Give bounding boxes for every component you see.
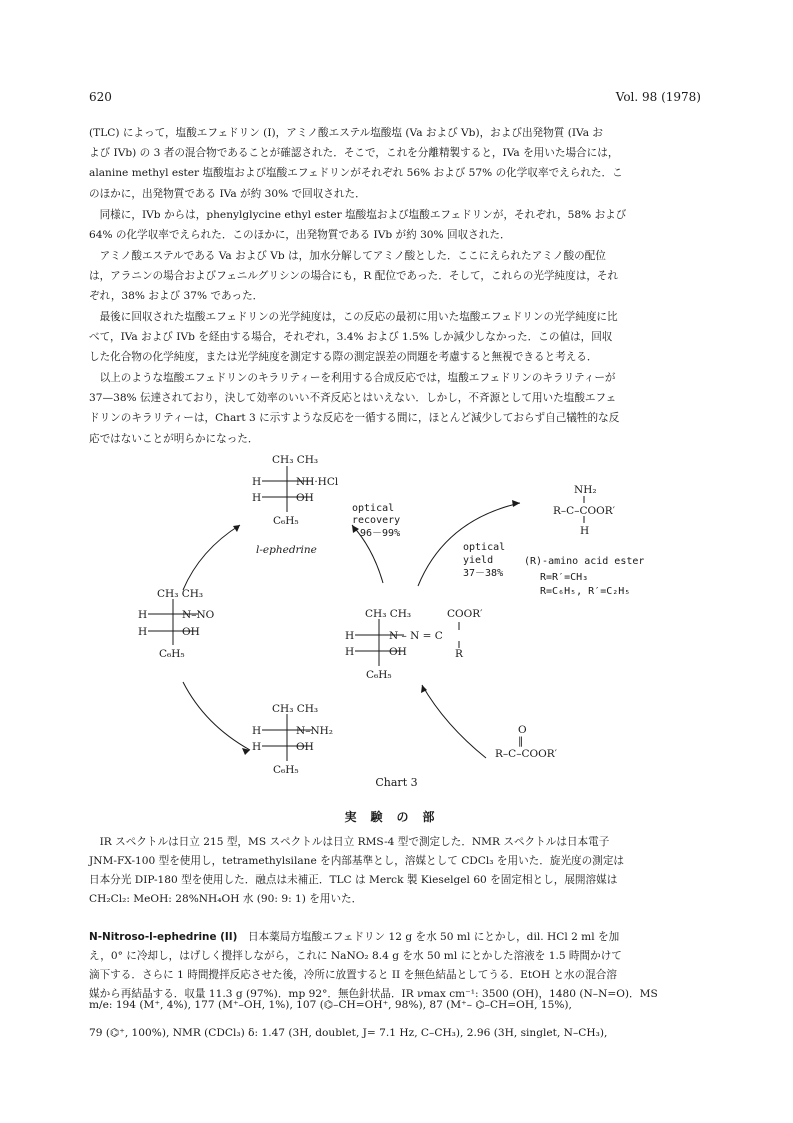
ketoester-double-bond: ‖ [518,735,524,747]
ephedrine-oh: OH [296,492,314,504]
hydrazine-h2: H [252,741,262,753]
recovery-value: 96－99% [360,528,401,539]
hydrazone-phenyl: C₆H₅ [366,669,392,681]
nitroso-phenyl: C₆H₅ [159,648,185,660]
amino-ester-r-phenyl: R=C₆H₅, R′=C₂H₅ [540,586,631,597]
chart-caption: Chart 3 [375,776,418,789]
hydrazone-methyls: CH₃ CH₃ [365,608,412,620]
amino-ester-nh2: NH₂ [574,484,597,496]
ephedrine-methyls: CH₃ CH₃ [272,454,319,466]
paragraph-1: (TLC) によって，塩酸エフェドリン (I)，アミノ酸エステル塩酸塩 (Va および Vb)，および出発物質 (IVa お よび IVb) の 3 者の混合物であることが確認された．そこで，これを分離精製すると，IVa を用いた場合には， alanine methyl ester 塩酸塩および塩酸エフェドリンがそれぞれ 56% および 57% の化学収率でえられた．こ のほかに，出発物質である IVa が約 30% で回収された． [89,127,623,200]
paragraph-3: アミノ酸エステルである Va および Vb は，加水分解してアミノ酸とした．ここにえられたアミノ酸の配位 は，アラニンの場合およびフェニルグリシンの場合にも，R 配位であった．そして，これらの光学純度は，それ ぞれ，38% および 37% であった． [89,250,619,303]
ephedrine-label: l-ephedrine [256,544,317,556]
amino-ester-r-methyl: R=R′=CH₃ [540,572,589,583]
nitroso-h2: H [138,626,148,638]
section-title: 実験の部 [344,810,449,824]
yield-label-2: yield [463,555,494,566]
hydrazine-h1: H [252,725,262,737]
compound-paragraph [89,909,717,1004]
yield-value: 37－38% [463,568,504,579]
paragraph-4: 最後に回収された塩酸エフェドリンの光学純度は，この反応の最初に用いた塩酸エフェドリンの光学純度に比 べて，IVa および IVb を経由する場合，それぞれ，3.4% および 1.5% しか減少しなかった．この値は，回収 した化合物の化学純度，または光学純度を測定する際の測定誤差の問題を考慮すると無視できると考える． [89,311,618,364]
hydrazine-phenyl: C₆H₅ [273,764,299,776]
nitroso-h1: H [138,609,148,621]
paragraph-5: 以上のような塩酸エフェドリンのキラリティーを利用する合成反応では，塩酸エフェドリンのキラリティーが 37—38% 伝達されており，決して効率のいい不斉反応とはいえない．しかし，不斉源として用いた塩酸エフェ ドリンのキラリティーは，Chart 3 に示すような反応を一循する間に，ほとんど減少しておらず自己犠牲的な反 応ではないことが明らかになった． [89,372,620,445]
ephedrine-h2: H [252,492,262,504]
nitroso-methyls: CH₃ CH₃ [157,588,204,600]
hydrazine-n-nh2: N–NH₂ [296,725,333,737]
compound-name: N-Nitroso-l-ephedrine (II) [89,931,238,943]
ephedrine-phenyl: C₆H₅ [273,515,299,527]
hydrazone-h1: H [345,630,355,642]
page-number: 620 [89,90,112,104]
hydrazone-h2: H [345,646,355,658]
nitroso-oh: OH [182,626,200,638]
ephedrine-h1: H [252,476,262,488]
amino-ester-label: (R)-amino acid ester [524,556,645,567]
hydrazone-n-n-c: N – N = C [389,630,443,642]
recovery-label-2: recovery [352,515,401,526]
recovery-label-1: optical [352,503,395,514]
experimental-paragraph: IR スペクトルは日立 215 型，MS スペクトルは日立 RMS-4 型で測定した．NMR スペクトルは日本電子 JNM-FX-100 型を使用し，tetramethylsilane を内部基準とし，溶媒として CDCl₃ を用いた．旋光度の測定は 日本分光 DIP-180 型を使用した．融点は未補正．TLC は Merck 製 Kieselgel 60 を固定相とし，展開溶媒は CH₂Cl₂: MeOH: 28%NH₄OH 水 (90: 9: 1) を用いた． [89,836,625,905]
nmr-data-line: 79 (⌬⁺, 100%), NMR (CDCl₃) δ: 1.47 (3H, doublet, J= 7.1 Hz, C–CH₃), 2.96 (3H, singlet, N–CH₃), [89,1027,608,1039]
ketoester-main: R–C–COOR′ [495,748,557,760]
nitroso-n-no: N–NO [182,609,215,621]
hydrazine-methyls: CH₃ CH₃ [272,703,319,715]
ms-data-line: m/e: 194 (M⁺, 4%), 177 (M⁺–OH, 1%), 107 (⌬–CH=OH⁺, 98%), 87 (M⁺– ⌬–CH=OH, 15%), [89,999,572,1011]
hydrazone-r: R [455,648,463,660]
compound-text: 日本薬局方塩酸エフェドリン 12 g を水 50 ml にとかし，dil. HCl 2 ml を加 え，0° に冷却し，はげしく攪拌しながら，これに NaNO₂ 8.4 g を水 50 ml にとかした溶液を 1.5 時間かけて 滴下する．さらに 1 時間攪拌反応させた後，冷所に放置すると II を無色結晶としてうる．EtOH と水の混合溶 媒から再結晶する．収量 11.3 g (97%)．mp 92°．無色針状晶．IR νmax cm⁻¹: 3500 (OH)，1480 (N–N=O)．MS [89,931,658,1000]
hydrazine-oh: OH [296,741,314,753]
hydrazone-coor: COOR′ [447,608,483,620]
ephedrine-nh-hcl: NH·HCl [296,476,339,488]
amino-ester-h: H [580,525,590,537]
ketoester-o: O [518,724,527,736]
amino-ester-main: R–C–COOR′ [553,505,615,517]
paragraph-2: 同様に，IVb からは，phenylglycine ethyl ester 塩酸塩および塩酸エフェドリンが，それぞれ，58% および 64% の化学収率でえられた．このほかに，出発物質である IVb が約 30% 回収された． [89,209,627,242]
yield-label-1: optical [463,542,506,553]
journal-volume: Vol. 98 (1978) [615,90,701,104]
hydrazone-oh: OH [389,646,407,658]
